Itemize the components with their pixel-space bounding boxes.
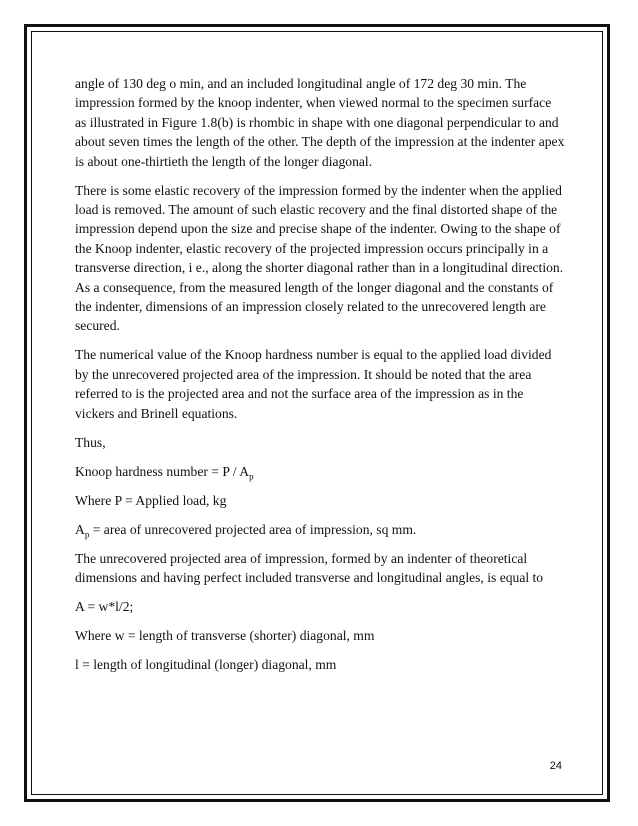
paragraph-unrecovered-area: The unrecovered projected area of impression, formed by an indenter of theoretical dimensions and having perfect included transverse and longitudinal angles, is equal to [75,550,544,586]
definition-ap-subscript: p [84,529,90,540]
definition-w: Where w = length of transverse (shorter) diagonal, mm [75,628,375,644]
paragraph-thus: Thus, [75,434,106,450]
formula-knoop-hardness [75,462,565,481]
paragraph-knoop-angles: angle of 130 deg o min, and an included longitudinal angle of 172 deg 30 min. The impression formed by the knoop indenter, when viewed normal to the specimen surface as illustrated in Figure 1.8(b) is rhombic in shape with one diagonal perpendicular to and about seven times the length of the other. The depth of the impression at the indenter apex is about one-thirtieth the length of the longer diagonal. [75,76,565,169]
paragraph-knoop-hardness-number: The numerical value of the Knoop hardness number is equal to the applied load divided by the unrecovered projected area of the impression. It should be noted that the area referred to is the projected area and not the surface area of the impression as in the vickers and Brinell equations. [75,347,552,421]
formula-knoop-prefix: Knoop hardness number = P / A [75,463,250,479]
paragraph-elastic-recovery: There is some elastic recovery of the impression formed by the indenter when the applied load is removed. The amount of such elastic recovery and the final distorted shape of the impression depend upon the size and precise shape of the indenter. Owing to the shape of the Knoop indenter, elastic recovery of the projected impression occurs principally in a transverse direction, i e., along the shorter diagonal rather than in a longitudinal direction. As a consequence, from the measured length of the longer diagonal and the constants of the indenter, dimensions of an impression closely related to the unrecovered length are secured. [75,182,564,334]
formula-area: A = w*l/2; [75,599,134,615]
definition-l: l = length of longitudinal (longer) diagonal, mm [75,657,337,673]
definition-p: Where P = Applied load, kg [75,492,227,508]
definition-ap-symbol: A [75,521,85,537]
page-number: 24 [549,760,562,772]
formula-knoop-subscript: p [249,471,254,482]
definition-ap [75,520,565,539]
document-body [75,74,565,684]
definition-ap-text: = area of unrecovered projected area of impression, sq mm. [89,521,417,537]
